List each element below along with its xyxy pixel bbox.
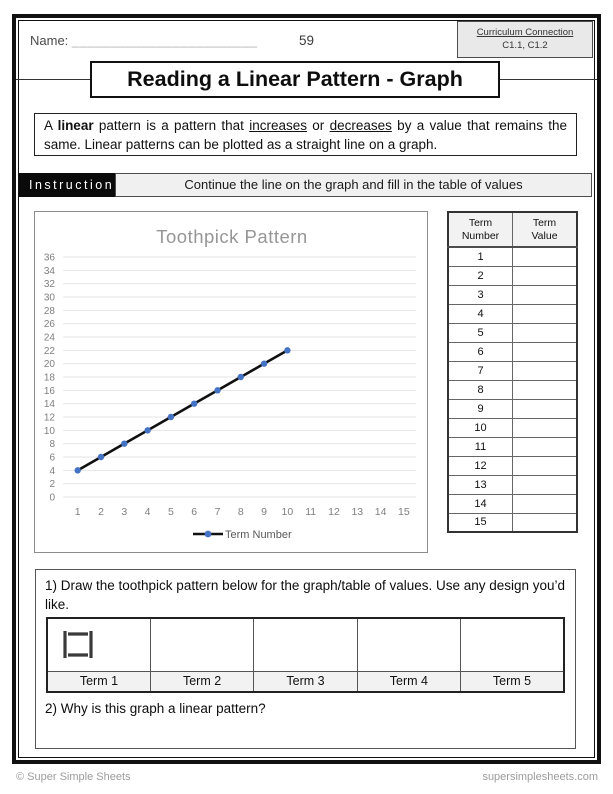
term-value-cell[interactable] bbox=[513, 285, 578, 304]
x-axis-tick-label: 7 bbox=[214, 506, 221, 518]
term-number-cell: 12 bbox=[448, 456, 513, 475]
x-axis-tick-label: 11 bbox=[305, 506, 317, 518]
page-title: Reading a Linear Pattern - Graph bbox=[90, 61, 500, 98]
x-axis-tick-label: 12 bbox=[328, 506, 340, 518]
trend-line bbox=[78, 350, 288, 470]
term-number-cell: 11 bbox=[448, 437, 513, 456]
definition-text: pattern is a pattern that bbox=[93, 118, 250, 133]
definition-underlined-term: increases bbox=[249, 118, 307, 133]
term-label: Term 1 bbox=[47, 671, 150, 692]
values-table-header-row bbox=[448, 212, 577, 247]
data-point bbox=[284, 347, 290, 353]
x-axis-tick-label: 3 bbox=[121, 506, 128, 518]
y-axis-tick-label: 10 bbox=[43, 425, 55, 437]
term-value-cell[interactable] bbox=[513, 380, 578, 399]
definition-text: or bbox=[306, 118, 330, 133]
data-point bbox=[214, 387, 220, 393]
term-number-cell: 5 bbox=[448, 323, 513, 342]
x-axis-tick-label: 14 bbox=[374, 506, 387, 518]
term-label: Term 3 bbox=[254, 671, 357, 692]
data-point bbox=[121, 440, 127, 446]
term-number-cell: 3 bbox=[448, 285, 513, 304]
y-axis-tick-label: 32 bbox=[43, 279, 55, 291]
y-axis-tick-label: 26 bbox=[43, 319, 55, 331]
y-axis-tick-label: 30 bbox=[43, 292, 55, 304]
curriculum-connection-box bbox=[457, 21, 593, 58]
values-table-row bbox=[448, 285, 577, 304]
question-1-text: 1) Draw the toothpick pattern below for the graph/table of values. Use any design you’d like. bbox=[45, 578, 566, 612]
values-table-row bbox=[448, 266, 577, 285]
questions-box bbox=[35, 569, 576, 749]
term-number-header: Term Number bbox=[448, 212, 513, 247]
term-number-cell: 6 bbox=[448, 342, 513, 361]
term-value-cell[interactable] bbox=[513, 247, 578, 266]
values-table-row bbox=[448, 323, 577, 342]
data-point bbox=[168, 414, 174, 420]
y-axis-tick-label: 6 bbox=[49, 452, 55, 464]
drawing-cell-term-2[interactable] bbox=[150, 618, 253, 671]
drawing-cell-term-3[interactable] bbox=[254, 618, 357, 671]
term-label-row bbox=[47, 671, 564, 692]
y-axis-tick-label: 34 bbox=[43, 265, 55, 277]
definition-text: A bbox=[44, 118, 58, 133]
values-table-row bbox=[448, 247, 577, 266]
line-chart bbox=[35, 212, 427, 552]
copyright-text: © Super Simple Sheets bbox=[16, 771, 131, 783]
y-axis-tick-label: 22 bbox=[43, 345, 55, 357]
term-number-cell: 7 bbox=[448, 361, 513, 380]
name-input-line[interactable]: ________________________ bbox=[71, 33, 258, 48]
toothpick-square-icon bbox=[62, 629, 94, 660]
term-number-cell: 10 bbox=[448, 418, 513, 437]
y-axis-tick-label: 36 bbox=[43, 252, 55, 264]
term-value-cell[interactable] bbox=[513, 266, 578, 285]
term-value-cell[interactable] bbox=[513, 399, 578, 418]
y-axis-tick-label: 20 bbox=[43, 359, 55, 371]
x-axis-tick-label: 10 bbox=[281, 506, 294, 518]
data-point bbox=[238, 374, 244, 380]
instruction-bar bbox=[19, 173, 592, 197]
data-point bbox=[75, 467, 81, 473]
x-axis-tick-label: 13 bbox=[351, 506, 364, 518]
x-axis-tick-label: 1 bbox=[74, 506, 81, 518]
term-value-cell[interactable] bbox=[513, 342, 578, 361]
y-axis-tick-label: 0 bbox=[49, 492, 55, 504]
y-axis-tick-label: 14 bbox=[43, 399, 55, 411]
term-value-cell[interactable] bbox=[513, 323, 578, 342]
term-value-cell[interactable] bbox=[513, 437, 578, 456]
instruction-text: Continue the line on the graph and fill in the table of values bbox=[115, 173, 592, 197]
x-axis-tick-label: 5 bbox=[167, 506, 174, 518]
data-point bbox=[98, 454, 104, 460]
worksheet-page bbox=[12, 14, 601, 764]
values-table-row bbox=[448, 304, 577, 323]
y-axis-tick-label: 12 bbox=[43, 412, 55, 424]
term-value-cell[interactable] bbox=[513, 494, 578, 513]
curriculum-title: Curriculum Connection bbox=[476, 27, 574, 38]
values-table-row bbox=[448, 475, 577, 494]
toothpick-drawing-table bbox=[46, 617, 565, 693]
curriculum-codes: C1.1, C1.2 bbox=[502, 40, 548, 51]
chart-title: Toothpick Pattern bbox=[156, 226, 308, 247]
term-label: Term 2 bbox=[150, 671, 253, 692]
term-number-cell: 15 bbox=[448, 513, 513, 532]
term-label: Term 4 bbox=[357, 671, 460, 692]
y-axis-tick-label: 18 bbox=[43, 372, 55, 384]
term-number-cell: 13 bbox=[448, 475, 513, 494]
term-value-cell[interactable] bbox=[513, 513, 578, 532]
term-number-cell: 2 bbox=[448, 266, 513, 285]
term-value-cell[interactable] bbox=[513, 418, 578, 437]
values-table-row bbox=[448, 494, 577, 513]
values-table-row bbox=[448, 361, 577, 380]
page-number: 59 bbox=[298, 33, 315, 48]
data-point bbox=[144, 427, 150, 433]
term-value-header: Term Value bbox=[513, 212, 578, 247]
term-number-cell: 1 bbox=[448, 247, 513, 266]
y-axis-tick-label: 24 bbox=[43, 332, 55, 344]
y-axis-tick-label: 16 bbox=[43, 385, 55, 397]
definition-text: by a value that remains the same. Linear patterns can be plotted as a straight line on a graph. bbox=[44, 118, 568, 152]
values-table-row bbox=[448, 380, 577, 399]
x-axis-tick-label: 4 bbox=[144, 506, 151, 518]
term-number-cell: 4 bbox=[448, 304, 513, 323]
drawing-cell-term-1[interactable] bbox=[47, 618, 150, 671]
x-axis-tick-label: 15 bbox=[398, 506, 410, 518]
term-number-cell: 9 bbox=[448, 399, 513, 418]
drawing-cell-term-5[interactable] bbox=[461, 618, 564, 671]
website-text: supersimplesheets.com bbox=[482, 771, 598, 783]
y-axis-tick-label: 8 bbox=[49, 439, 55, 451]
data-point bbox=[261, 360, 267, 366]
x-axis-tick-label: 8 bbox=[237, 506, 244, 518]
drawing-cell-term-4[interactable] bbox=[357, 618, 460, 671]
toothpick-pattern-chart[interactable] bbox=[34, 211, 428, 553]
definition-underlined-term: decreases bbox=[329, 118, 392, 133]
drawing-row bbox=[47, 618, 564, 671]
term-label: Term 5 bbox=[461, 671, 564, 692]
values-table-row bbox=[448, 418, 577, 437]
definition-bold-term: linear bbox=[57, 118, 94, 133]
term-value-cell[interactable] bbox=[513, 361, 578, 380]
legend-marker bbox=[205, 531, 212, 538]
values-table-row bbox=[448, 513, 577, 532]
term-value-cell[interactable] bbox=[513, 475, 578, 494]
values-table-row bbox=[448, 399, 577, 418]
term-number-cell: 8 bbox=[448, 380, 513, 399]
instruction-label: Instruction bbox=[19, 173, 115, 197]
y-axis-tick-label: 28 bbox=[43, 305, 55, 317]
x-axis-tick-label: 9 bbox=[261, 506, 268, 518]
values-table-row bbox=[448, 342, 577, 361]
values-table-row bbox=[448, 437, 577, 456]
y-axis-tick-label: 2 bbox=[49, 479, 55, 491]
term-number-cell: 14 bbox=[448, 494, 513, 513]
term-value-cell[interactable] bbox=[513, 456, 578, 475]
question-2-answer-area[interactable] bbox=[45, 716, 566, 752]
x-axis-tick-label: 6 bbox=[191, 506, 198, 518]
term-value-cell[interactable] bbox=[513, 304, 578, 323]
definition-box bbox=[34, 113, 577, 156]
legend-label: Term Number bbox=[225, 529, 292, 541]
question-2-text: 2) Why is this graph a linear pattern? bbox=[45, 701, 266, 716]
x-axis-tick-label: 2 bbox=[98, 506, 104, 518]
table-of-values bbox=[447, 211, 578, 533]
y-axis-tick-label: 4 bbox=[49, 465, 55, 477]
values-table-row bbox=[448, 456, 577, 475]
data-point bbox=[191, 400, 197, 406]
name-label: Name: bbox=[30, 33, 69, 48]
